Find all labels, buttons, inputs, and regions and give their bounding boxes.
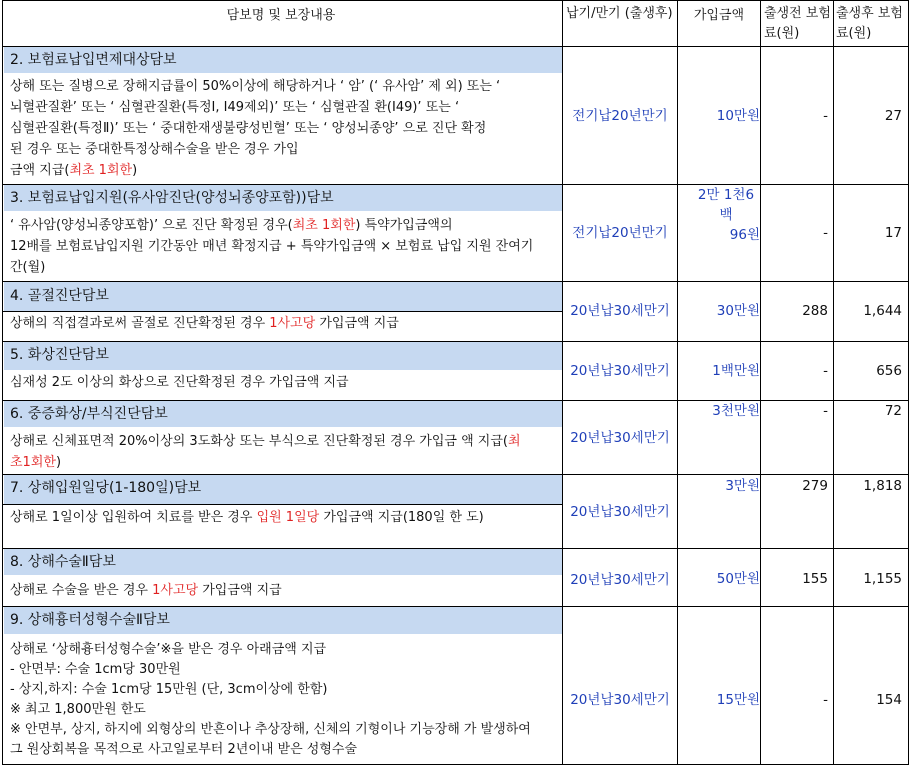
row-2-description: 상해 또는 질병으로 장해지급률이 50%이상에 해당하거나 ‘ 암’ (‘ 유사암’ 제 외) 또는 ‘ 뇌혈관질환’ 또는 ‘ 심혈관질환(특정Ⅰ, I49제외)’ 또는 ‘ 심혈관질 환(I49)’ 또는 ‘ 심혈관질환(특정Ⅱ)’ 또는 ‘ 중대한재생불량성빈혈’ 또는 ‘ 양성뇌종양’ 으로 진단 확정 된 경우 또는 중대한특정상해수술을 받은 경우 가입 금액 지급(최초 1회한) (10, 79, 501, 178)
row-9-title: 9. 상해흉터성형수술Ⅱ담보 (10, 612, 170, 628)
row-4-amount: 30만원 (716, 303, 760, 319)
row-7-post: 1,818 (863, 478, 902, 494)
row-9-term: 20년납30세만기 (570, 692, 670, 708)
row-3-description: ‘ 유사암(양성뇌종양포함)’ 으로 진단 확정된 경우(최초 1회한) 특약가입금액의 12배를 보험료납입지원 기간동안 매년 확정지급 + 특약가입금액 × 보험료 납입 지원 잔여기 간(월) (10, 218, 534, 275)
header-pre: 출생전 보험료(원) (764, 6, 831, 41)
row-5-pre: - (823, 363, 828, 379)
row-9-description: 상해로 ‘상해흉터성형수술’※을 받은 경우 아래금액 지급 - 안면부: 수술 1cm당 30만원 - 상지,하지: 수술 1cm당 15만원 (단, 3cm이상에 한함) ※ 최고 1,800만원 한도 ※ 안면부, 상지, 하지에 외형상의 반흔이나 추상장해, 신체의 기형이나 기능장해 가 발생하여 그 원상회복을 목적으로 사고일로부터 2년이내 받은 성형수술 (10, 642, 531, 757)
row-7-pre: 279 (802, 478, 828, 494)
row-2-title: 2. 보험료납입면제대상담보 (10, 52, 177, 68)
header-term: 납기/만기 (출생후) (566, 6, 673, 21)
row-4-post: 1,644 (863, 303, 902, 319)
row-4-title: 4. 골절진단담보 (10, 288, 109, 304)
row-7-title: 7. 상해입원일당(1-180일)담보 (10, 480, 202, 496)
row-2-term: 전기납20년만기 (572, 108, 668, 124)
row-2-amount: 10만원 (716, 108, 760, 124)
row-7-amount: 3만원 (725, 478, 760, 494)
row-5-amount: 1백만원 (712, 363, 760, 379)
row-3-amount: 2만 1천6백 96원 (697, 187, 760, 243)
row-7-description: 상해로 1일이상 입원하여 치료를 받은 경우 입원 1일당 가입금액 지급(180일 한 도) (10, 510, 484, 525)
row-8-post: 1,155 (863, 571, 902, 587)
row-6-post: 72 (884, 403, 902, 419)
row-6-title: 6. 중증화상/부식진단담보 (10, 406, 168, 422)
header-amount: 가입금액 (693, 8, 745, 23)
row-9-post: 154 (876, 692, 902, 708)
header-name: 담보명 및 보장내용 (226, 8, 336, 23)
row-5-term: 20년납30세만기 (570, 363, 670, 379)
row-9-pre: - (823, 692, 828, 708)
row-2-post: 27 (884, 108, 902, 124)
row-3-title: 3. 보험료납입지원(유사암진단(양성뇌종양포함))담보 (10, 190, 334, 206)
header-post: 출생후 보험료(원) (836, 6, 903, 41)
row-5-title: 5. 화상진단담보 (10, 347, 109, 363)
row-3-term: 전기납20년만기 (572, 225, 668, 241)
row-6-description: 상해로 신체표면적 20%이상의 3도화상 또는 부식으로 진단확정된 경우 가입금 액 지급(최 초1회한) (10, 434, 521, 470)
row-4-pre: 288 (802, 303, 828, 319)
row-6-term: 20년납30세만기 (570, 430, 670, 446)
row-6-amount: 3천만원 (712, 403, 760, 419)
row-8-description: 상해로 수술을 받은 경우 1사고당 가입금액 지급 (10, 583, 282, 598)
row-5-post: 656 (876, 363, 902, 379)
row-3-pre: - (823, 225, 828, 241)
row-8-title: 8. 상해수술Ⅱ담보 (10, 554, 116, 570)
row-4-term: 20년납30세만기 (570, 303, 670, 319)
row-7-term: 20년납30세만기 (570, 504, 670, 520)
row-8-term: 20년납30세만기 (570, 572, 670, 588)
row-3-post: 17 (884, 225, 902, 241)
row-6-pre: - (823, 403, 828, 419)
row-8-amount: 50만원 (716, 571, 760, 587)
row-4-description: 상해의 직접결과로써 골절로 진단확정된 경우 1사고당 가입금액 지급 (10, 316, 399, 331)
row-9-amount: 15만원 (716, 692, 760, 708)
row-5-description: 심재성 2도 이상의 화상으로 진단확정된 경우 가입금액 지급 (10, 375, 349, 390)
row-2-pre: - (823, 108, 828, 124)
row-8-pre: 155 (802, 571, 828, 587)
